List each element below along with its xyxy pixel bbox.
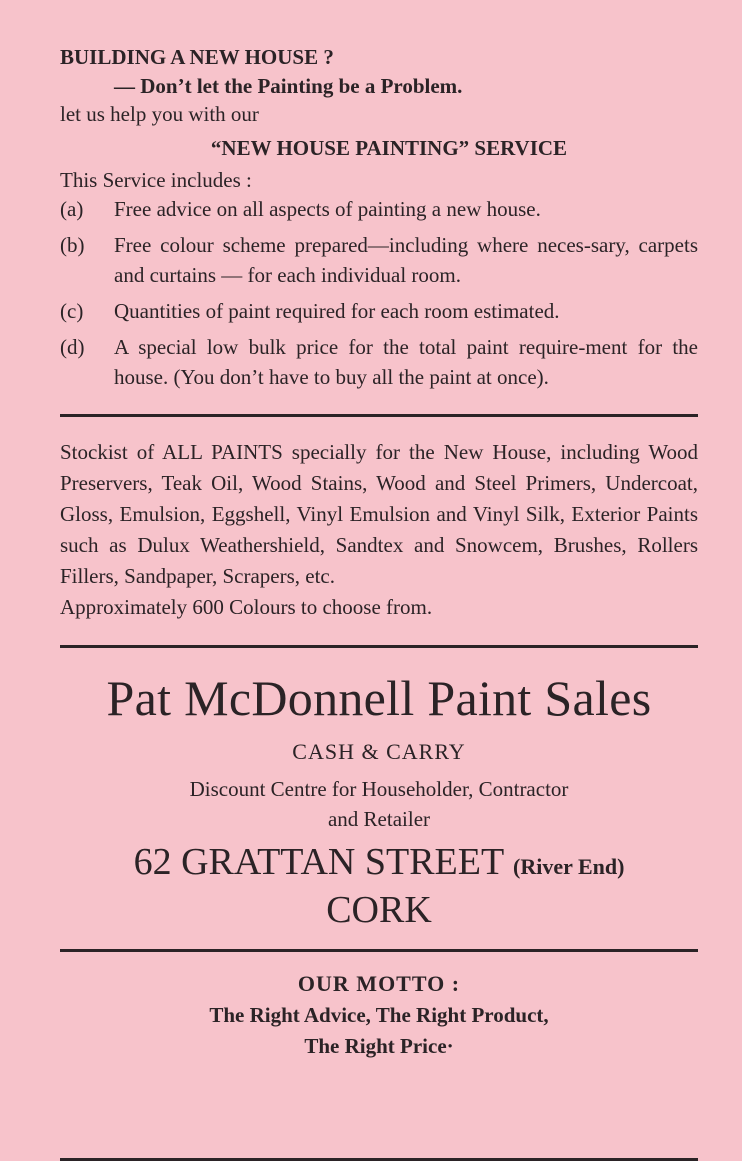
- item-label: (d): [60, 335, 85, 359]
- colours-note: Approximately 600 Colours to choose from.: [60, 595, 433, 619]
- item-text: Quantities of paint required for each room estimated.: [114, 299, 560, 323]
- item-label: (a): [60, 197, 84, 221]
- address-street: [60, 840, 698, 889]
- item-label: (c): [60, 299, 84, 323]
- motto-line-1: The Right Advice, The Right Product,: [209, 1003, 549, 1027]
- motto-line-2: The Right Price·: [304, 1034, 454, 1058]
- service-list: [60, 194, 698, 392]
- stockist-text: Stockist of ALL PAINTS specially for the New House, including Wood Preservers, Teak Oil, Wood Stains, Wood and Steel Primers, Undercoat, Gloss, Emulsion, Eggshell, Vinyl Emulsion and Vinyl Silk, Exterior Paints such as Dulux Weathershield, Sandtex and Snowcem, Brushes, Rollers Fillers, Sandpaper, Scrapers, etc.: [60, 440, 698, 588]
- list-item: [60, 230, 698, 290]
- discount-line-1: Discount Centre for Householder, Contractor: [189, 777, 569, 801]
- intro-lead: let us help you with our: [60, 102, 259, 126]
- list-item: [60, 296, 698, 326]
- item-text: Free advice on all aspects of painting a new house.: [114, 197, 541, 221]
- discount-line-2: and Retailer: [327, 807, 431, 831]
- flyer: [60, 42, 698, 1062]
- address-city: CORK: [326, 889, 432, 931]
- service-includes: This Service includes :: [60, 168, 252, 192]
- divider: [60, 949, 698, 952]
- list-item: [60, 332, 698, 392]
- item-text: A special low bulk price for the total paint require-ment for the house. (You don’t have to buy all the paint at once).: [114, 335, 698, 389]
- intro-heading: BUILDING A NEW HOUSE ?: [60, 45, 334, 69]
- street-note: (River End): [513, 854, 625, 879]
- company-name: Pat McDonnell Paint Sales: [106, 670, 652, 726]
- intro-subheading: — Don’t let the Painting be a Problem.: [114, 74, 463, 98]
- divider: [60, 645, 698, 648]
- item-label: (b): [60, 233, 85, 257]
- motto-heading: OUR MOTTO :: [297, 971, 461, 996]
- list-item: [60, 194, 698, 224]
- item-text: Free colour scheme prepared—including where neces-sary, carpets and curtains — for each individual room.: [114, 233, 698, 287]
- street-name: 62 GRATTAN STREET: [133, 841, 504, 883]
- company-tagline: CASH & CARRY: [292, 739, 466, 764]
- service-title: “NEW HOUSE PAINTING” SERVICE: [210, 136, 568, 160]
- divider: [60, 414, 698, 417]
